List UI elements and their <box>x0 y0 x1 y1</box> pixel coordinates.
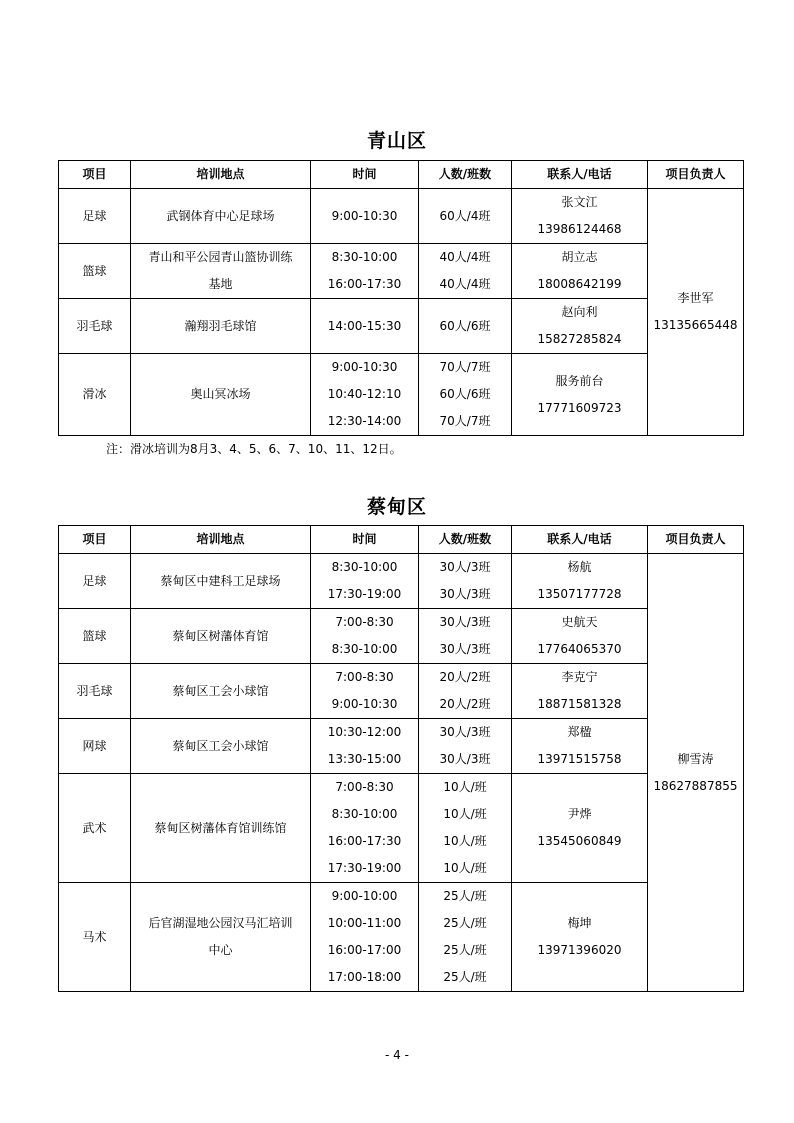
class-count-cell <box>419 244 512 299</box>
class-count: 70人/7班 <box>439 414 491 428</box>
column-header: 项目 <box>59 526 131 554</box>
venue-text: 蔡甸区中建科工足球场 <box>160 573 281 588</box>
page-number: - 4 - <box>385 1048 409 1062</box>
venue-cell <box>131 719 311 774</box>
time-slot: 16:00-17:30 <box>327 277 402 291</box>
column-header: 培训地点 <box>131 161 311 189</box>
contact-cell <box>512 554 648 609</box>
venue-cell <box>131 354 311 436</box>
contact-cell <box>512 189 648 244</box>
class-count-cell <box>419 883 512 992</box>
contact-name: 郑楹 <box>567 725 592 739</box>
contact-cell <box>512 244 648 299</box>
time-slot: 13:30-15:00 <box>327 752 402 766</box>
class-count: 70人/7班 <box>439 360 491 374</box>
time-slot: 9:00-10:30 <box>331 360 398 374</box>
class-count: 30人/3班 <box>439 752 491 766</box>
contact-name: 尹烨 <box>567 807 592 821</box>
class-count: 30人/3班 <box>439 615 491 629</box>
class-count-cell <box>419 299 512 354</box>
sport-cell: 足球 <box>59 189 131 244</box>
time-cell <box>311 189 419 244</box>
sport-cell: 网球 <box>59 719 131 774</box>
time-slot: 7:00-8:30 <box>335 615 394 629</box>
table-row <box>59 664 744 719</box>
contact-name: 赵向利 <box>561 305 598 319</box>
venue-text: 武钢体育中心足球场 <box>166 208 275 223</box>
time-cell <box>311 609 419 664</box>
class-count: 25人/班 <box>443 943 487 957</box>
venue-text: 蔡甸区树藩体育馆训练馆 <box>154 820 287 835</box>
class-count-cell <box>419 719 512 774</box>
venue-text: 青山和平公园青山篮协训练基地 <box>148 250 293 291</box>
contact-name: 胡立志 <box>561 250 598 264</box>
venue-cell <box>131 774 311 883</box>
contact-phone: 13971515758 <box>537 752 622 766</box>
time-slot: 9:00-10:30 <box>331 208 398 223</box>
class-count: 60人/6班 <box>439 318 491 333</box>
venue-cell <box>131 609 311 664</box>
header-row <box>59 161 744 189</box>
contact-cell <box>512 609 648 664</box>
class-count: 30人/3班 <box>439 642 491 656</box>
venue-cell <box>131 244 311 299</box>
project-lead-cell <box>648 189 744 436</box>
sport-cell: 羽毛球 <box>59 664 131 719</box>
time-cell <box>311 299 419 354</box>
class-count: 30人/3班 <box>439 725 491 739</box>
contact-phone: 18871581328 <box>537 697 622 711</box>
class-count: 40人/4班 <box>439 277 491 291</box>
column-header: 联系人/电话 <box>512 526 648 554</box>
time-slot: 17:30-19:00 <box>327 861 402 875</box>
time-slot: 16:00-17:30 <box>327 834 402 848</box>
column-header: 项目负责人 <box>648 161 744 189</box>
venue-text: 奥山冥冰场 <box>190 387 251 401</box>
table-row <box>59 609 744 664</box>
lead-phone: 13135665448 <box>653 318 738 332</box>
venue-cell <box>131 883 311 992</box>
sport-cell: 篮球 <box>59 244 131 299</box>
contact-cell <box>512 774 648 883</box>
venue-cell <box>131 554 311 609</box>
column-header: 人数/班数 <box>419 526 512 554</box>
column-header: 联系人/电话 <box>512 161 648 189</box>
class-count: 60人/6班 <box>439 387 491 401</box>
time-slot: 7:00-8:30 <box>335 780 394 794</box>
time-slot: 7:00-8:30 <box>335 670 394 684</box>
lead-phone: 18627887855 <box>653 778 738 793</box>
venue-text: 蔡甸区树藩体育馆 <box>172 628 269 643</box>
contact-phone: 18008642199 <box>537 277 622 291</box>
time-slot: 10:40-12:10 <box>327 387 402 401</box>
contact-phone: 15827285824 <box>537 332 622 346</box>
time-slot: 10:00-11:00 <box>327 916 402 930</box>
contact-name: 杨航 <box>567 560 592 574</box>
contact-name: 张文江 <box>561 195 598 209</box>
column-header: 项目 <box>59 161 131 189</box>
table-row <box>59 883 744 992</box>
class-count-cell <box>419 189 512 244</box>
venue-text: 后官湖湿地公园汉马汇培训中心 <box>148 916 293 957</box>
contact-phone: 13545060849 <box>537 834 622 848</box>
contact-name: 史航天 <box>561 615 598 629</box>
sport-cell: 羽毛球 <box>59 299 131 354</box>
class-count-cell <box>419 354 512 436</box>
lead-name: 李世军 <box>677 291 714 305</box>
contact-phone: 17771609723 <box>537 400 622 415</box>
column-header: 项目负责人 <box>648 526 744 554</box>
contact-name: 李克宁 <box>561 670 598 684</box>
class-count-cell <box>419 609 512 664</box>
sport-cell: 篮球 <box>59 609 131 664</box>
time-slot: 8:30-10:00 <box>331 642 398 656</box>
contact-cell <box>512 883 648 992</box>
time-cell <box>311 244 419 299</box>
sport-cell: 马术 <box>59 883 131 992</box>
table-row <box>59 554 744 609</box>
lead-name: 柳雪涛 <box>677 751 714 766</box>
table-row <box>59 719 744 774</box>
class-count: 20人/2班 <box>439 697 491 711</box>
venue-cell <box>131 664 311 719</box>
project-lead-cell <box>648 554 744 992</box>
time-slot: 8:30-10:00 <box>331 250 398 264</box>
time-slot: 9:00-10:00 <box>331 889 398 903</box>
table-row <box>59 189 744 244</box>
sport-cell: 足球 <box>59 554 131 609</box>
table-row <box>59 774 744 883</box>
class-count: 10人/班 <box>443 807 487 821</box>
class-count: 25人/班 <box>443 916 487 930</box>
table-row <box>59 244 744 299</box>
table-row <box>59 354 744 436</box>
time-cell <box>311 354 419 436</box>
venue-cell <box>131 189 311 244</box>
sport-cell: 滑冰 <box>59 354 131 436</box>
class-count-cell <box>419 554 512 609</box>
contact-cell <box>512 664 648 719</box>
header-row <box>59 526 744 554</box>
venue-text: 蔡甸区工会小球馆 <box>172 738 269 753</box>
class-count: 30人/3班 <box>439 560 491 574</box>
section-title-qingshan: 青山区 <box>366 130 427 152</box>
class-count-cell <box>419 774 512 883</box>
venue-text: 瀚翔羽毛球馆 <box>184 318 257 333</box>
time-slot: 8:30-10:00 <box>331 560 398 574</box>
column-header: 时间 <box>311 526 419 554</box>
time-cell <box>311 774 419 883</box>
table-row <box>59 299 744 354</box>
time-slot: 17:30-19:00 <box>327 587 402 601</box>
class-count: 60人/4班 <box>439 208 491 223</box>
table-note: 注：滑冰培训为8月3、4、5、6、7、10、11、12日。 <box>106 442 402 456</box>
time-cell <box>311 554 419 609</box>
contact-phone: 13971396020 <box>537 943 622 957</box>
sport-cell: 武术 <box>59 774 131 883</box>
section-title-caidian: 蔡甸区 <box>366 496 427 518</box>
time-slot: 14:00-15:30 <box>327 318 402 333</box>
class-count: 20人/2班 <box>439 670 491 684</box>
class-count: 10人/班 <box>443 861 487 875</box>
time-slot: 17:00-18:00 <box>327 970 402 984</box>
class-count: 40人/4班 <box>439 250 491 264</box>
contact-cell <box>512 354 648 436</box>
schedule-table-caidian <box>58 525 744 992</box>
schedule-table-qingshan <box>58 160 744 436</box>
time-cell <box>311 664 419 719</box>
contact-name: 梅坤 <box>567 916 592 930</box>
contact-phone: 13986124468 <box>537 222 622 236</box>
contact-name: 服务前台 <box>555 373 604 388</box>
venue-text: 蔡甸区工会小球馆 <box>172 683 269 698</box>
class-count-cell <box>419 664 512 719</box>
venue-cell <box>131 299 311 354</box>
column-header: 时间 <box>311 161 419 189</box>
class-count: 10人/班 <box>443 834 487 848</box>
column-header: 人数/班数 <box>419 161 512 189</box>
time-cell <box>311 883 419 992</box>
time-slot: 12:30-14:00 <box>327 414 402 428</box>
contact-cell <box>512 299 648 354</box>
time-cell <box>311 719 419 774</box>
contact-cell <box>512 719 648 774</box>
time-slot: 9:00-10:30 <box>331 697 398 711</box>
class-count: 25人/班 <box>443 889 487 903</box>
time-slot: 8:30-10:00 <box>331 807 398 821</box>
column-header: 培训地点 <box>131 526 311 554</box>
class-count: 10人/班 <box>443 780 487 794</box>
time-slot: 16:00-17:00 <box>327 943 402 957</box>
time-slot: 10:30-12:00 <box>327 725 402 739</box>
class-count: 30人/3班 <box>439 587 491 601</box>
class-count: 25人/班 <box>443 970 487 984</box>
contact-phone: 13507177728 <box>537 587 622 601</box>
contact-phone: 17764065370 <box>537 642 622 656</box>
